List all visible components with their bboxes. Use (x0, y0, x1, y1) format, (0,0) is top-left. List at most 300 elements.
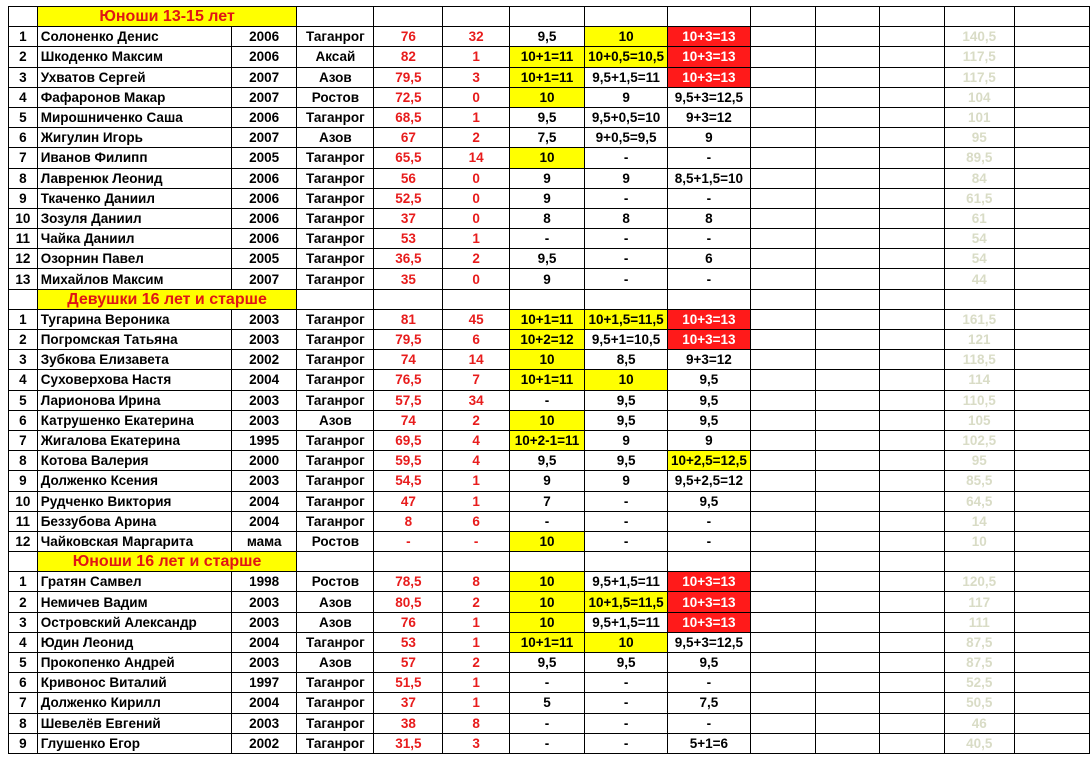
empty-cell (750, 249, 815, 269)
score-a-cell: 47 (374, 491, 443, 511)
empty-cell (815, 289, 879, 309)
year-cell: 2004 (231, 693, 297, 713)
empty-cell (1014, 531, 1089, 551)
year-cell: 2004 (231, 491, 297, 511)
empty-cell (668, 289, 751, 309)
empty-cell (750, 27, 815, 47)
score-a-cell: 35 (374, 269, 443, 289)
empty-cell (815, 612, 879, 632)
place-cell: 12 (9, 531, 38, 551)
empty-cell (1014, 632, 1089, 652)
year-cell: 2004 (231, 511, 297, 531)
round-2-cell: - (585, 249, 668, 269)
empty-cell (815, 451, 879, 471)
year-cell: 2006 (231, 168, 297, 188)
score-b-cell: 14 (443, 148, 509, 168)
name-cell: Шевелёв Евгений (37, 713, 231, 733)
round-2-cell: 10 (585, 632, 668, 652)
score-a-cell: 79,5 (374, 67, 443, 87)
round-1-cell: 10 (509, 148, 584, 168)
total-cell: 46 (944, 713, 1014, 733)
place-cell: 6 (9, 673, 38, 693)
name-cell: Долженко Кирилл (37, 693, 231, 713)
section-header-row (9, 289, 1090, 309)
round-3-cell: - (668, 269, 751, 289)
round-2-cell: 9 (585, 87, 668, 107)
round-2-cell: 9 (585, 430, 668, 450)
empty-cell (1014, 511, 1089, 531)
round-2-cell: 9,5 (585, 390, 668, 410)
empty-cell (1014, 269, 1089, 289)
table-row (9, 430, 1090, 450)
name-cell: Шкоденко Максим (37, 47, 231, 67)
empty-cell (879, 572, 944, 592)
empty-cell (1014, 592, 1089, 612)
name-cell: Катрушенко Екатерина (37, 410, 231, 430)
table-row (9, 350, 1090, 370)
empty-cell (750, 592, 815, 612)
total-cell: 95 (944, 128, 1014, 148)
round-1-cell: 9 (509, 269, 584, 289)
round-3-cell: 9+3=12 (668, 107, 751, 127)
empty-cell (750, 67, 815, 87)
year-cell: мама (231, 531, 297, 551)
round-1-cell: - (509, 229, 584, 249)
empty-cell (879, 87, 944, 107)
name-cell: Прокопенко Андрей (37, 653, 231, 673)
score-b-cell: - (443, 531, 509, 551)
empty-cell (879, 390, 944, 410)
name-cell: Жигалова Екатерина (37, 430, 231, 450)
score-b-cell: 1 (443, 47, 509, 67)
empty-cell (1014, 309, 1089, 329)
empty-cell (944, 552, 1014, 572)
empty-cell (1014, 148, 1089, 168)
empty-cell (815, 632, 879, 652)
empty-cell (750, 229, 815, 249)
empty-cell (815, 67, 879, 87)
table-row (9, 128, 1090, 148)
table-row (9, 733, 1090, 753)
empty-cell (879, 410, 944, 430)
round-3-cell: 9,5 (668, 491, 751, 511)
empty-cell (815, 309, 879, 329)
total-cell: 87,5 (944, 653, 1014, 673)
round-3-cell: - (668, 148, 751, 168)
round-1-cell: 10+1=11 (509, 67, 584, 87)
round-2-cell: 8,5 (585, 350, 668, 370)
name-cell: Суховерхова Настя (37, 370, 231, 390)
city-cell: Таганрог (297, 451, 374, 471)
round-2-cell: 9,5 (585, 451, 668, 471)
score-b-cell: 0 (443, 188, 509, 208)
total-cell: 111 (944, 612, 1014, 632)
city-cell: Таганрог (297, 632, 374, 652)
table-row (9, 713, 1090, 733)
empty-cell (1014, 430, 1089, 450)
year-cell: 2006 (231, 27, 297, 47)
empty-cell (1014, 693, 1089, 713)
empty-cell (750, 572, 815, 592)
empty-cell (815, 330, 879, 350)
empty-cell (750, 47, 815, 67)
empty-cell (509, 7, 584, 27)
score-a-cell: 54,5 (374, 471, 443, 491)
empty-cell (585, 289, 668, 309)
empty-cell (879, 531, 944, 551)
score-a-cell: 80,5 (374, 592, 443, 612)
name-cell: Солоненко Денис (37, 27, 231, 47)
score-a-cell: - (374, 531, 443, 551)
city-cell: Таганрог (297, 188, 374, 208)
city-cell: Таганрог (297, 148, 374, 168)
round-1-cell: 10 (509, 410, 584, 430)
empty-cell (9, 289, 38, 309)
total-cell: 120,5 (944, 572, 1014, 592)
empty-cell (879, 188, 944, 208)
table-row (9, 572, 1090, 592)
round-2-cell: 9,5+1=10,5 (585, 330, 668, 350)
table-row (9, 693, 1090, 713)
name-cell: Котова Валерия (37, 451, 231, 471)
score-b-cell: 1 (443, 673, 509, 693)
empty-cell (1014, 572, 1089, 592)
empty-cell (815, 370, 879, 390)
round-2-cell: 9 (585, 471, 668, 491)
empty-cell (750, 148, 815, 168)
score-a-cell: 74 (374, 350, 443, 370)
empty-cell (1014, 491, 1089, 511)
empty-cell (9, 552, 38, 572)
round-1-cell: 5 (509, 693, 584, 713)
empty-cell (879, 208, 944, 228)
name-cell: Мирошниченко Саша (37, 107, 231, 127)
name-cell: Жигулин Игорь (37, 128, 231, 148)
empty-cell (815, 47, 879, 67)
empty-cell (815, 269, 879, 289)
score-a-cell: 56 (374, 168, 443, 188)
total-cell: 95 (944, 451, 1014, 471)
table-row (9, 451, 1090, 471)
year-cell: 1997 (231, 673, 297, 693)
place-cell: 11 (9, 511, 38, 531)
empty-cell (585, 552, 668, 572)
round-1-cell: 10 (509, 612, 584, 632)
city-cell: Таганрог (297, 208, 374, 228)
total-cell: 140,5 (944, 27, 1014, 47)
table-row (9, 330, 1090, 350)
empty-cell (815, 531, 879, 551)
place-cell: 5 (9, 107, 38, 127)
empty-cell (297, 289, 374, 309)
empty-cell (750, 531, 815, 551)
city-cell: Таганрог (297, 249, 374, 269)
score-b-cell: 0 (443, 269, 509, 289)
empty-cell (815, 491, 879, 511)
year-cell: 2003 (231, 471, 297, 491)
empty-cell (879, 148, 944, 168)
empty-cell (815, 653, 879, 673)
city-cell: Таганрог (297, 673, 374, 693)
round-3-cell: 10+3=13 (668, 612, 751, 632)
total-cell: 117 (944, 592, 1014, 612)
year-cell: 2006 (231, 229, 297, 249)
empty-cell (668, 7, 751, 27)
year-cell: 2006 (231, 208, 297, 228)
empty-cell (815, 27, 879, 47)
empty-cell (815, 511, 879, 531)
year-cell: 2003 (231, 309, 297, 329)
score-a-cell: 53 (374, 632, 443, 652)
name-cell: Лавренюк Леонид (37, 168, 231, 188)
empty-cell (1014, 471, 1089, 491)
year-cell: 2003 (231, 612, 297, 632)
name-cell: Зубкова Елизавета (37, 350, 231, 370)
score-b-cell: 1 (443, 693, 509, 713)
score-a-cell: 69,5 (374, 430, 443, 450)
name-cell: Фафаронов Макар (37, 87, 231, 107)
empty-cell (374, 7, 443, 27)
empty-cell (374, 552, 443, 572)
table-row (9, 27, 1090, 47)
empty-cell (443, 7, 509, 27)
empty-cell (879, 107, 944, 127)
name-cell: Озорнин Павел (37, 249, 231, 269)
score-b-cell: 34 (443, 390, 509, 410)
city-cell: Таганрог (297, 471, 374, 491)
score-b-cell: 3 (443, 733, 509, 753)
place-cell: 8 (9, 168, 38, 188)
round-2-cell: - (585, 673, 668, 693)
empty-cell (879, 269, 944, 289)
empty-cell (750, 612, 815, 632)
city-cell: Аксай (297, 47, 374, 67)
table-row (9, 410, 1090, 430)
round-3-cell: 8,5+1,5=10 (668, 168, 751, 188)
empty-cell (879, 289, 944, 309)
empty-cell (815, 713, 879, 733)
name-cell: Юдин Леонид (37, 632, 231, 652)
round-2-cell: - (585, 733, 668, 753)
round-2-cell: 10 (585, 370, 668, 390)
city-cell: Таганрог (297, 733, 374, 753)
place-cell: 4 (9, 632, 38, 652)
table-row (9, 87, 1090, 107)
year-cell: 2006 (231, 188, 297, 208)
round-2-cell: - (585, 713, 668, 733)
empty-cell (1014, 188, 1089, 208)
empty-cell (815, 552, 879, 572)
total-cell: 14 (944, 511, 1014, 531)
name-cell: Погромская Татьяна (37, 330, 231, 350)
place-cell: 8 (9, 451, 38, 471)
round-2-cell: 9,5 (585, 653, 668, 673)
round-1-cell: 9,5 (509, 249, 584, 269)
year-cell: 2005 (231, 249, 297, 269)
score-b-cell: 45 (443, 309, 509, 329)
year-cell: 2002 (231, 733, 297, 753)
empty-cell (879, 592, 944, 612)
total-cell: 114 (944, 370, 1014, 390)
empty-cell (750, 653, 815, 673)
round-1-cell: 10+1=11 (509, 309, 584, 329)
year-cell: 2003 (231, 713, 297, 733)
empty-cell (1014, 713, 1089, 733)
score-a-cell: 79,5 (374, 330, 443, 350)
total-cell: 64,5 (944, 491, 1014, 511)
empty-cell (815, 148, 879, 168)
round-3-cell: 9,5 (668, 653, 751, 673)
empty-cell (1014, 107, 1089, 127)
total-cell: 161,5 (944, 309, 1014, 329)
round-2-cell: - (585, 531, 668, 551)
city-cell: Таганрог (297, 269, 374, 289)
total-cell: 118,5 (944, 350, 1014, 370)
total-cell: 104 (944, 87, 1014, 107)
results-spreadsheet (8, 6, 1090, 754)
score-a-cell: 78,5 (374, 572, 443, 592)
empty-cell (750, 390, 815, 410)
empty-cell (1014, 350, 1089, 370)
city-cell: Азов (297, 612, 374, 632)
round-2-cell: 9,5+1,5=11 (585, 67, 668, 87)
score-a-cell: 53 (374, 229, 443, 249)
year-cell: 2007 (231, 269, 297, 289)
city-cell: Таганрог (297, 511, 374, 531)
empty-cell (750, 269, 815, 289)
round-3-cell: - (668, 673, 751, 693)
empty-cell (879, 350, 944, 370)
round-3-cell: - (668, 713, 751, 733)
place-cell: 4 (9, 370, 38, 390)
empty-cell (1014, 390, 1089, 410)
empty-cell (668, 552, 751, 572)
city-cell: Таганрог (297, 107, 374, 127)
total-cell: 44 (944, 269, 1014, 289)
round-1-cell: 9,5 (509, 27, 584, 47)
round-2-cell: - (585, 511, 668, 531)
round-1-cell: 10+1=11 (509, 632, 584, 652)
empty-cell (879, 713, 944, 733)
empty-cell (815, 168, 879, 188)
round-3-cell: 10+3=13 (668, 27, 751, 47)
name-cell: Долженко Ксения (37, 471, 231, 491)
table-row (9, 208, 1090, 228)
empty-cell (750, 350, 815, 370)
empty-cell (750, 632, 815, 652)
empty-cell (1014, 7, 1089, 27)
table-row (9, 309, 1090, 329)
round-2-cell: - (585, 693, 668, 713)
score-a-cell: 8 (374, 511, 443, 531)
place-cell: 10 (9, 208, 38, 228)
year-cell: 2003 (231, 330, 297, 350)
empty-cell (585, 7, 668, 27)
place-cell: 10 (9, 491, 38, 511)
score-a-cell: 37 (374, 693, 443, 713)
score-a-cell: 81 (374, 309, 443, 329)
table-row (9, 673, 1090, 693)
score-b-cell: 2 (443, 410, 509, 430)
score-a-cell: 72,5 (374, 87, 443, 107)
table-row (9, 612, 1090, 632)
score-a-cell: 57,5 (374, 390, 443, 410)
empty-cell (879, 733, 944, 753)
round-1-cell: 9,5 (509, 107, 584, 127)
score-b-cell: 2 (443, 249, 509, 269)
round-1-cell: 9 (509, 188, 584, 208)
empty-cell (879, 370, 944, 390)
empty-cell (879, 309, 944, 329)
total-cell: 102,5 (944, 430, 1014, 450)
empty-cell (879, 47, 944, 67)
round-2-cell: 9,5+1,5=11 (585, 572, 668, 592)
empty-cell (815, 107, 879, 127)
table-row (9, 67, 1090, 87)
empty-cell (815, 87, 879, 107)
round-1-cell: 10+1=11 (509, 370, 584, 390)
city-cell: Азов (297, 410, 374, 430)
score-b-cell: 0 (443, 208, 509, 228)
empty-cell (1014, 249, 1089, 269)
place-cell: 7 (9, 148, 38, 168)
round-3-cell: - (668, 531, 751, 551)
name-cell: Кривонос Виталий (37, 673, 231, 693)
table-row (9, 471, 1090, 491)
place-cell: 11 (9, 229, 38, 249)
table-row (9, 249, 1090, 269)
round-2-cell: - (585, 229, 668, 249)
empty-cell (879, 693, 944, 713)
year-cell: 2003 (231, 592, 297, 612)
score-b-cell: 1 (443, 471, 509, 491)
empty-cell (750, 289, 815, 309)
empty-cell (297, 7, 374, 27)
section-title: Девушки 16 лет и старше (37, 289, 297, 309)
place-cell: 7 (9, 430, 38, 450)
round-3-cell: 9,5 (668, 410, 751, 430)
empty-cell (1014, 47, 1089, 67)
round-1-cell: 10 (509, 572, 584, 592)
empty-cell (879, 229, 944, 249)
name-cell: Немичев Вадим (37, 592, 231, 612)
empty-cell (879, 430, 944, 450)
empty-cell (815, 693, 879, 713)
score-a-cell: 31,5 (374, 733, 443, 753)
section-title: Юноши 13-15 лет (37, 7, 297, 27)
round-2-cell: 10+1,5=11,5 (585, 592, 668, 612)
score-a-cell: 38 (374, 713, 443, 733)
empty-cell (879, 330, 944, 350)
round-1-cell: 9 (509, 168, 584, 188)
name-cell: Чайковская Маргарита (37, 531, 231, 551)
score-b-cell: 4 (443, 430, 509, 450)
round-3-cell: 9,5 (668, 390, 751, 410)
name-cell: Ларионова Ирина (37, 390, 231, 410)
round-2-cell: 9 (585, 168, 668, 188)
empty-cell (750, 309, 815, 329)
empty-cell (750, 430, 815, 450)
place-cell: 9 (9, 733, 38, 753)
round-2-cell: - (585, 269, 668, 289)
name-cell: Глушенко Егор (37, 733, 231, 753)
city-cell: Таганрог (297, 693, 374, 713)
total-cell: 101 (944, 107, 1014, 127)
round-1-cell: 9 (509, 471, 584, 491)
round-1-cell: 7 (509, 491, 584, 511)
place-cell: 4 (9, 87, 38, 107)
score-b-cell: 3 (443, 67, 509, 87)
